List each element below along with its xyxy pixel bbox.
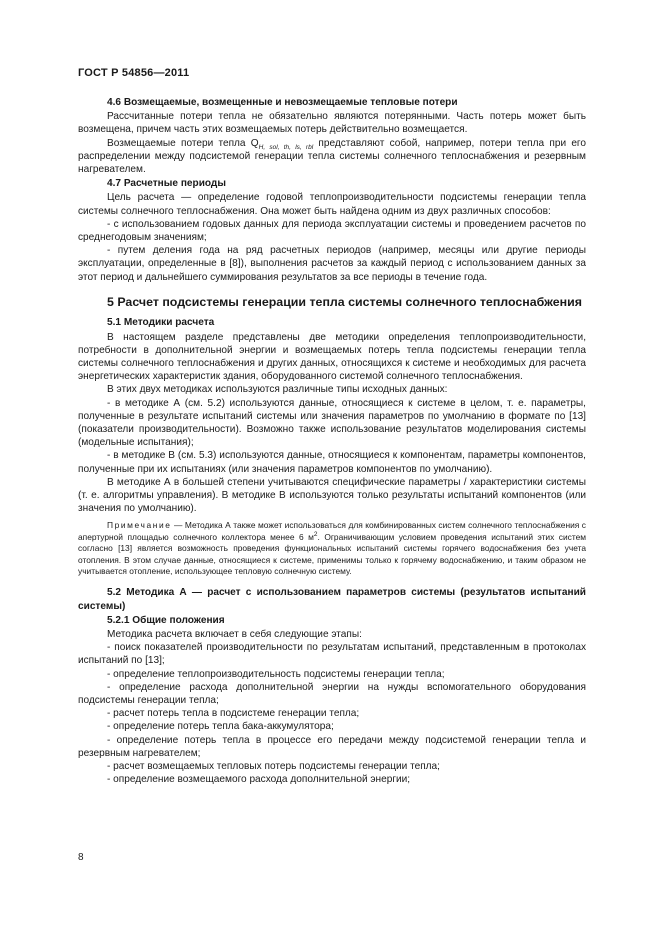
paragraph-text: представляют собой, например, потери тепла при его распределении между подсистемой генерации тепла системы солнечного теплоснабжения и резервным нагревателем. [78, 137, 587, 176]
superscript: 2 [313, 531, 318, 538]
document-body [78, 95, 586, 786]
section-5-2-1-title: 5.2.1 Общие положения [107, 614, 225, 626]
list-item: - путем деления года на ряд расчетных периодов (например, месяцы или другие периоды эксплуатации, определенные в [8]), выполнения расчетов за каждый период с использованием данных за этот период и дальнейшего суммирования результатов за все периоды в течение года. [78, 245, 586, 283]
section-4-7-title: 4.7 Расчетные периоды [107, 178, 226, 190]
list-item: - в методике В (см. 5.3) используются данные, относящиеся к компонентам, параметры компонентов, полученные при их испытаниях (или значения параметров компонентов по умолчанию). [78, 450, 586, 475]
section-5-1-paragraph-1: В настоящем разделе представлены две методики определения теплопроизводительности, потребности в дополнительной энергии и возмещаемых потерь тепла подсистемы генерации тепла системы солнечного теплоснабжения и других данных, относящихся к системе и необходимых для расчета энергетических характеристик здания, оборудованного системой солнечного теплоснабжения. [78, 331, 586, 383]
section-4-6-title: 4.6 Возмещаемые, возмещенные и невозмещаемые тепловые потери [107, 97, 458, 108]
list-item: - расчет возмещаемых тепловых потерь подсистемы генерации тепла; [107, 761, 440, 773]
list-item: - определение потерь тепла в процессе его передачи между подсистемой генерации тепла и резервным нагревателем; [78, 734, 586, 759]
list-item: - определение теплопроизводительность подсистемы генерации тепла; [107, 668, 445, 680]
section-5-title: 5 Расчет подсистемы генерации тепла системы солнечного теплоснабжения [107, 294, 583, 309]
section-4-6-paragraph-2 [78, 137, 586, 177]
note-label: Примечание [107, 520, 172, 531]
section-5-1-paragraph-2: В этих двух методиках используются различные типы исходных данных: [107, 384, 448, 396]
list-item: - с использованием годовых данных для периода эксплуатации системы и проведением расчетов по среднегодовым значениям; [78, 218, 586, 244]
section-5-1-title: 5.1 Методики расчета [107, 317, 215, 329]
list-item: - определение возмещаемого расхода дополнительной энергии; [107, 774, 411, 786]
note [78, 520, 586, 577]
list-item: - в методике А (см. 5.2) используются данные, относящиеся к системе в целом, т. е. параметры, полученные в результате испытаний системы или значения параметров по умолчанию в формате по [13] (показатели производительности). Возможно также использование результатов моделирования системы (модельные испытания); [78, 397, 586, 449]
section-5-2-1-intro: Методика расчета включает в себя следующие этапы: [107, 629, 362, 641]
note-text: — Методика А также может использоваться для комбинированных систем солнечного теплоснабжения с апертурной площадью солнечного коллектора менее 6 м [78, 520, 586, 542]
note-text: . Ограничивающим условием проведения испытаний этих систем согласно [13] является возможность проведения функциональных испытаний системы горячего водоснабжения без учета отопления. В этом случае данные, относящиеся к системе, применимы только к горячему водоснабжению, и таким образом не учитывается отопление, использующее тепловую солнечную систему. [78, 531, 586, 577]
list-item: - определение потерь тепла бака-аккумулятора; [107, 721, 334, 733]
section-4-7-paragraph-1: Цель расчета — определение годовой теплопроизводительности подсистемы генерации тепла системы солнечного теплоснабжения. Она может быть найдена одним из двух различных способов: [78, 192, 586, 217]
section-5-2-title: 5.2 Методика А — расчет с использованием параметров системы (результатов испытаний системы) [78, 587, 586, 612]
document-header: ГОСТ Р 54856—2011 [78, 67, 190, 79]
section-4-6-paragraph-1: Рассчитанные потери тепла не обязательно являются потерянными. Часть потерь может быть возмещена, причем часть этих возмещаемых потерь действительно возмещается. [78, 111, 586, 136]
subscript: H, sol, th, ls, rbl [258, 143, 314, 151]
section-5-1-paragraph-3: В методике А в большей степени учитываются специфические параметры / характеристики системы (т. е. алгоритмы управления). В методике В используются только результаты испытаний компонентов (или значения по умолчанию). [78, 476, 586, 515]
list-item: - определение расхода дополнительной энергии на нужды вспомогательного оборудования подсистемы генерации тепла; [78, 681, 586, 707]
list-item: - поиск показателей производительности по результатам испытаний, представленным в протоколах испытаний по [13]; [78, 642, 586, 667]
list-item: - расчет потерь тепла в подсистеме генерации тепла; [107, 708, 360, 720]
page-number: 8 [78, 852, 84, 863]
paragraph-text: Возмещаемые потери тепла Q [107, 137, 259, 149]
